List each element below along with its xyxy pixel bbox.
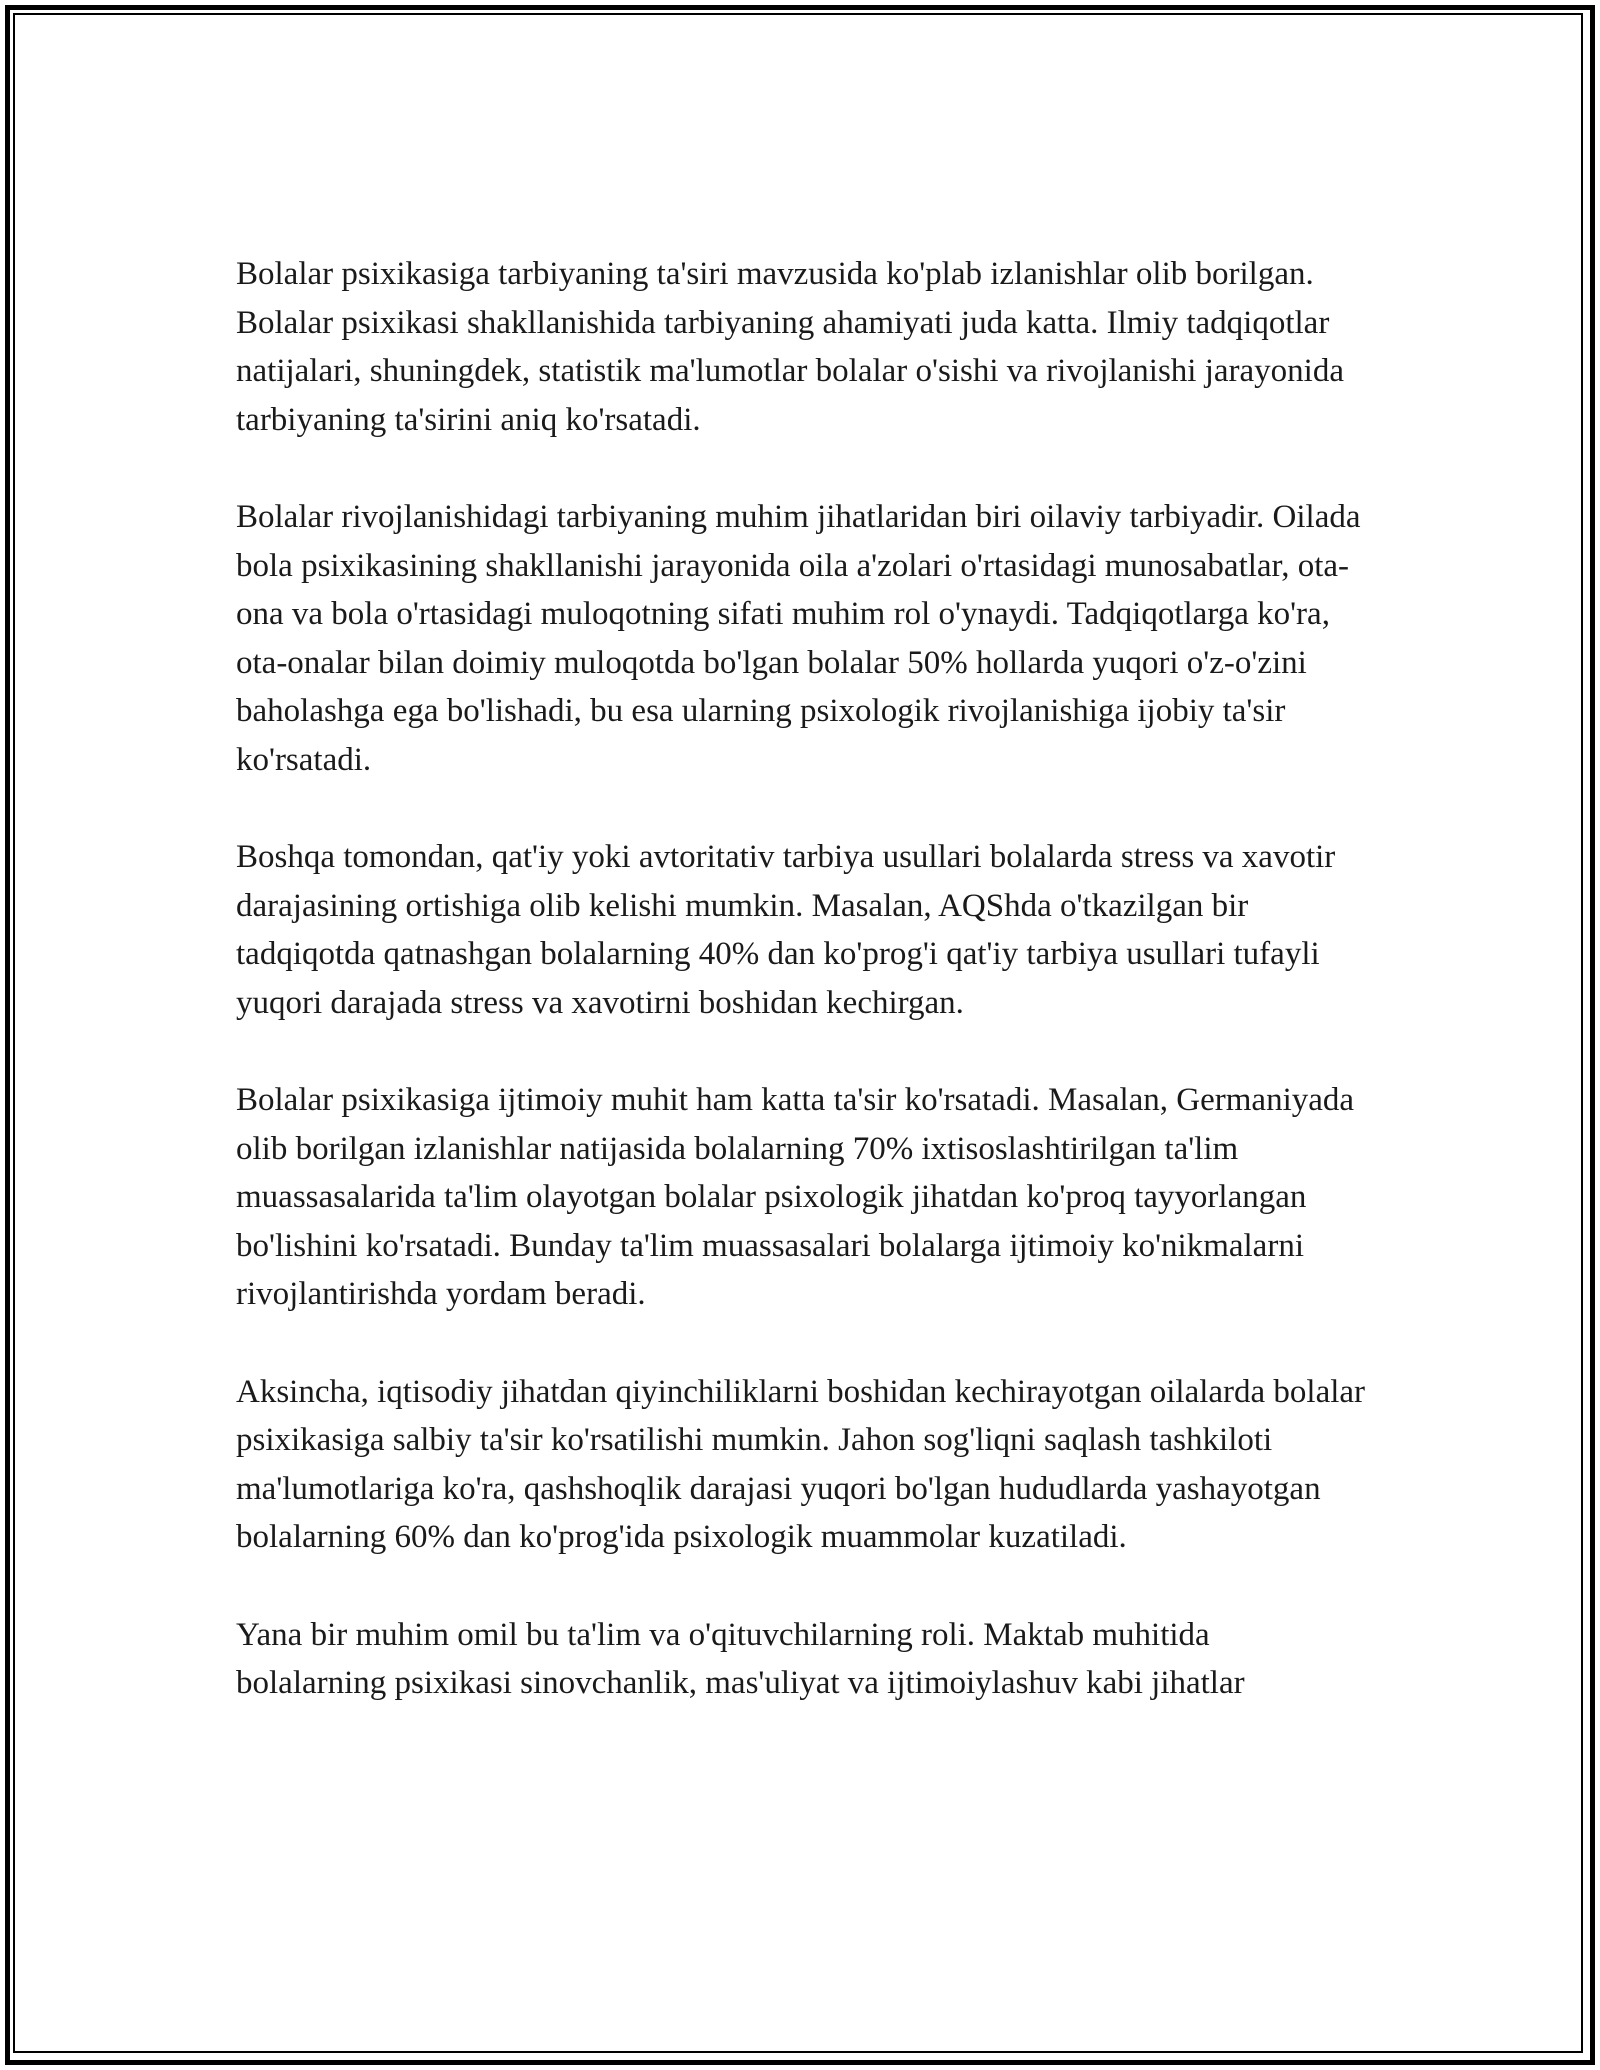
- document-body: [236, 250, 1366, 1757]
- paragraph-3: Boshqa tomondan, qat'iy yoki avtoritativ tarbiya usullari bolalarda stress va xavotir darajasining ortishiga olib kelishi mumkin. Masalan, AQShda o'tkazilgan bir tadqiqotda qatnashgan bolalarning 40% dan ko'prog'i qat'iy tarbiya usullari tufayli yuqori darajada stress va xavotirni boshidan kechirgan.: [236, 839, 1336, 1021]
- paragraph-5: Aksincha, iqtisodiy jihatdan qiyinchiliklarni boshidan kechirayotgan oilalarda bolalar psixikasiga salbiy ta'sir ko'rsatilishi mumkin. Jahon sog'liqni saqlash tashkiloti ma'lumotlariga ko'ra, qashshoqlik darajasi yuqori bo'lgan hududlarda yashayotgan bolalarning 60% dan ko'prog'ida psixologik muammolar kuzatiladi.: [236, 1373, 1366, 1555]
- paragraph-2: Bolalar rivojlanishidagi tarbiyaning muhim jihatlaridan biri oilaviy tarbiyadir. Oilada bola psixikasining shakllanishi jarayonida oila a'zolari o'rtasidagi munosabatlar, ota-ona va bola o'rtasidagi muloqotning sifati muhim rol o'ynaydi. Tadqiqotlarga ko'ra, ota-onalar bilan doimiy muloqotda bo'lgan bolalar 50% hollarda yuqori o'z-o'zini baholashga ega bo'lishadi, bu esa ularning psixologik rivojlanishiga ijobiy ta'sir ko'rsatadi.: [236, 499, 1361, 778]
- paragraph-1: Bolalar psixikasiga tarbiyaning ta'siri mavzusida ko'plab izlanishlar olib borilgan. Bolalar psixikasi shakllanishida tarbiyaning ahamiyati juda katta. Ilmiy tadqiqotlar natijalari, shuningdek, statistik ma'lumotlar bolalar o'sishi va rivojlanishi jarayonida tarbiyaning ta'sirini aniq ko'rsatadi.: [236, 256, 1344, 438]
- paragraph-4: Bolalar psixikasiga ijtimoiy muhit ham katta ta'sir ko'rsatadi. Masalan, Germaniyada olib borilgan izlanishlar natijasida bolalarning 70% ixtisoslashtirilgan ta'lim muassasalarida ta'lim olayotgan bolalar psixologik jihatdan ko'proq tayyorlangan bo'lishini ko'rsatadi. Bunday ta'lim muassasalari bolalarga ijtimoiy ko'nikmalarni rivojlantirishda yordam beradi.: [236, 1082, 1355, 1312]
- paragraph-6: Yana bir muhim omil bu ta'lim va o'qituvchilarning roli. Maktab muhitida bolalarning psixikasi sinovchanlik, mas'uliyat va ijtimoiylashuv kabi jihatlar: [236, 1616, 1245, 1701]
